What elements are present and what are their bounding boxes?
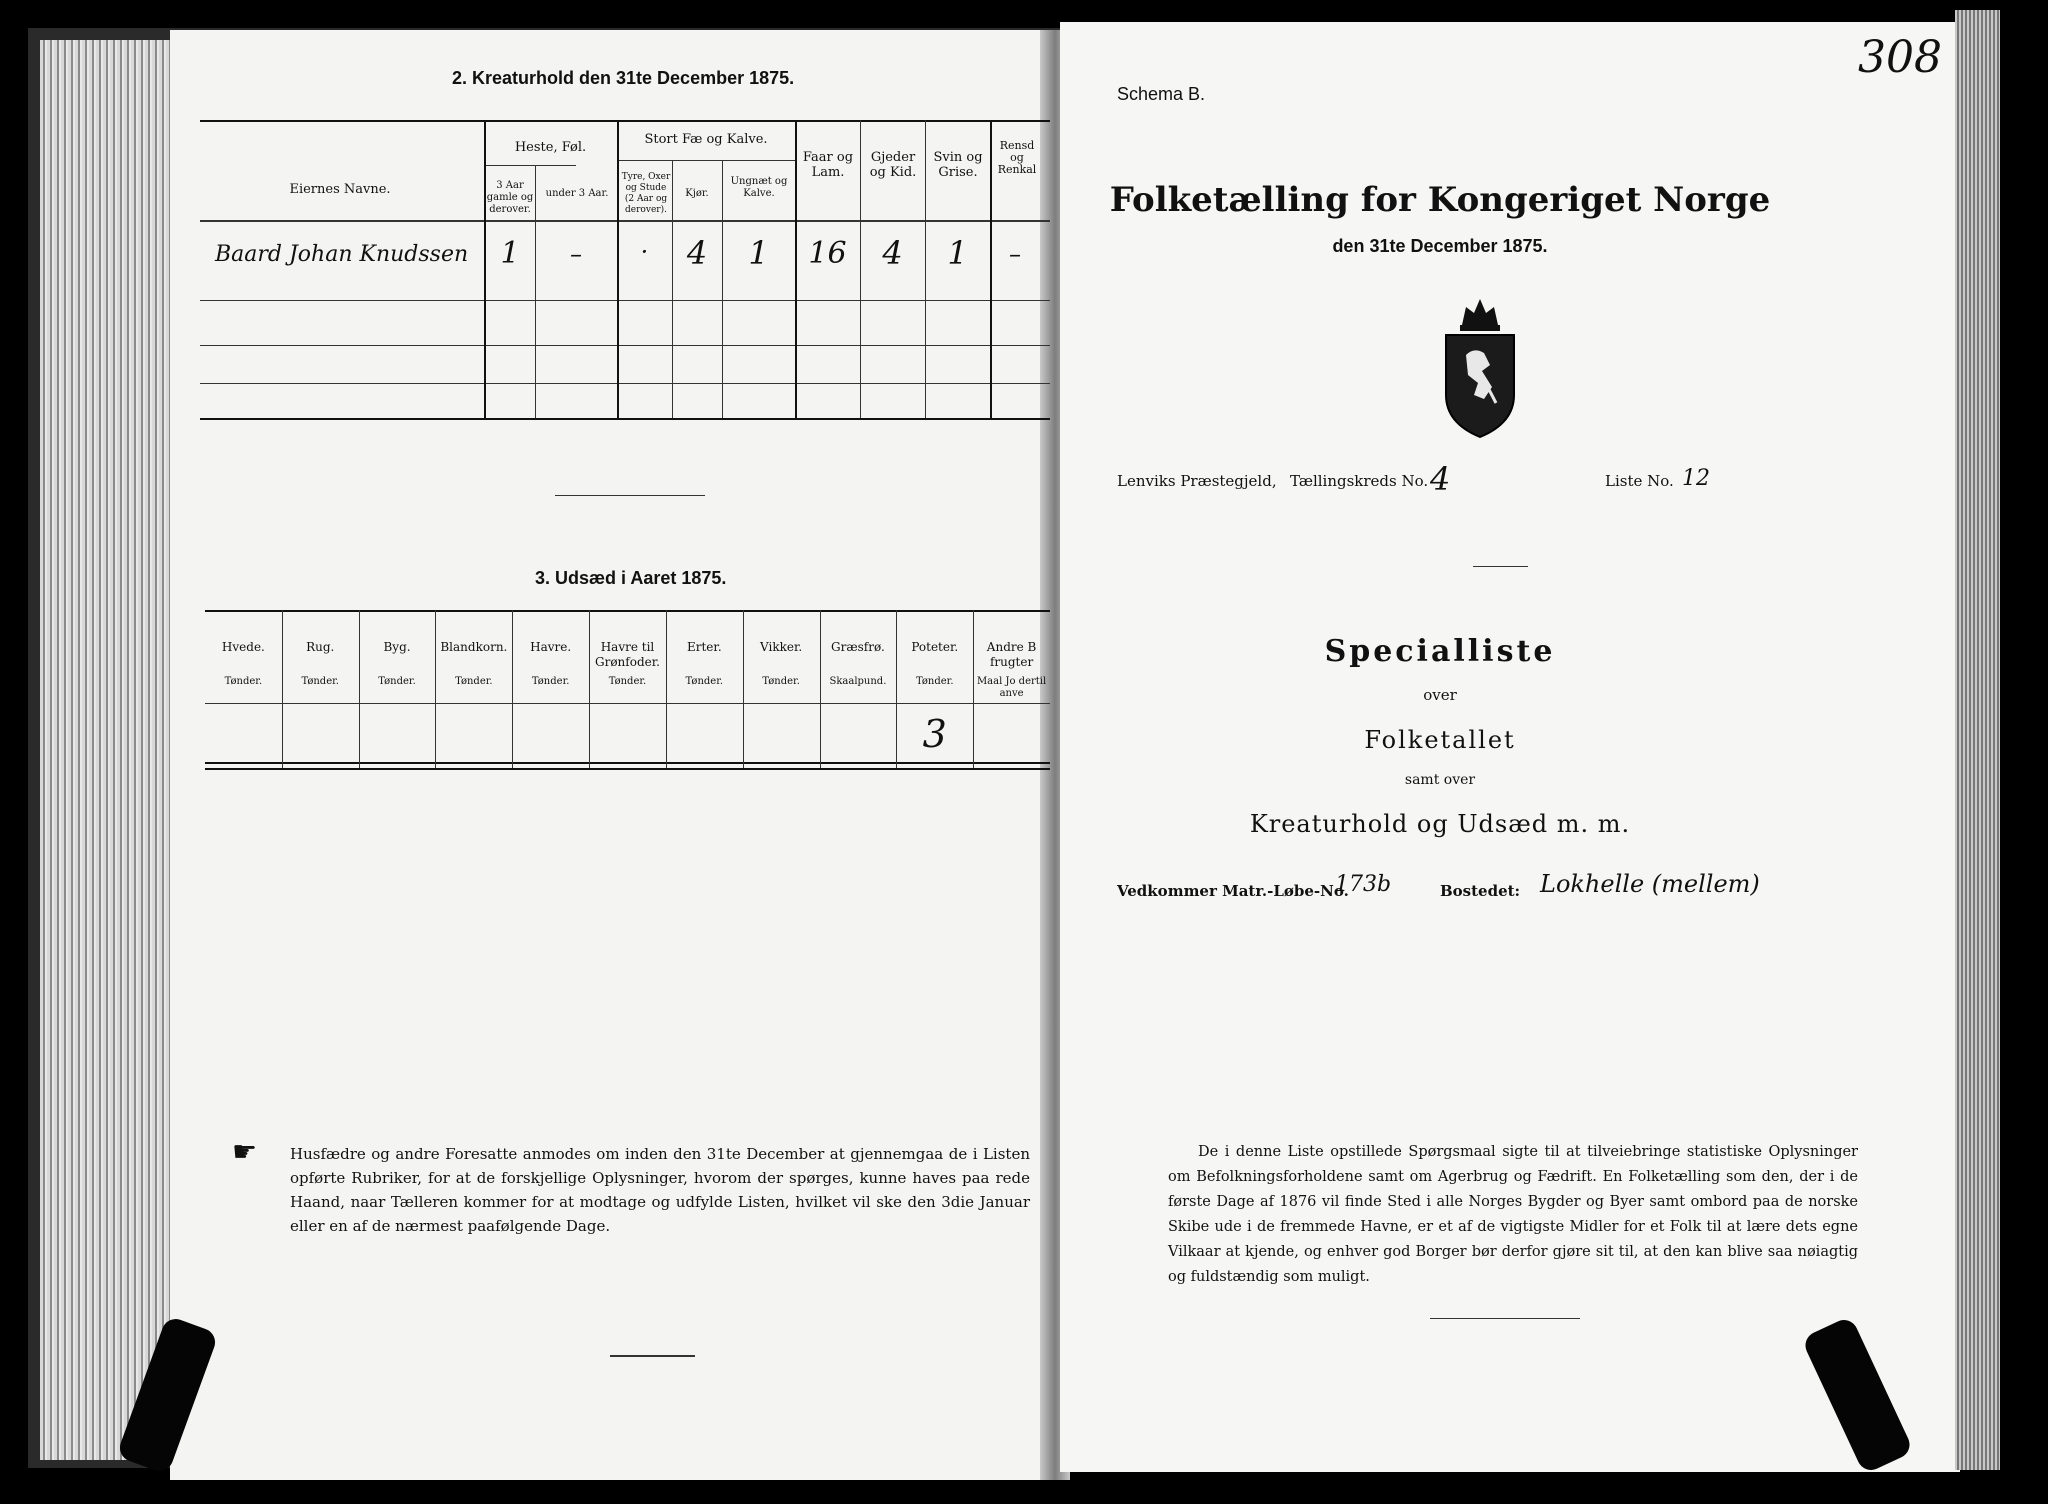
table3-col-divider — [512, 610, 513, 768]
header-stort-cows: Kjør. — [685, 188, 709, 199]
header-stort-young: Ungnæt og Kalve. — [730, 176, 788, 199]
table2-col-divider — [535, 165, 536, 418]
table3-col-header: Rug. — [306, 640, 335, 654]
list-label: Liste No. — [1605, 472, 1674, 490]
header-stort-group: Stort Fæ og Kalve. — [644, 132, 768, 147]
goats-cell: 4 — [882, 234, 903, 272]
table3-col-header: Byg. — [383, 640, 411, 654]
table3-col-header: Erter. — [686, 640, 722, 654]
table3-col-divider — [282, 610, 283, 768]
separator-rule — [555, 495, 705, 496]
table2-row-line — [200, 345, 1050, 346]
table3-col-divider — [820, 610, 821, 768]
footer-rule — [1430, 1318, 1580, 1319]
table2-row-line — [200, 300, 1050, 301]
table3-col-header: Andre B frugter — [986, 640, 1037, 669]
bosted-label: Bostedet: — [1440, 882, 1521, 900]
district-value: 4 — [1430, 460, 1451, 498]
folketallet-heading: Folketallet — [1364, 726, 1516, 754]
header-stort-bull: Tyre, Oxer og Stude (2 Aar og derover). — [621, 172, 671, 215]
page-stack-right — [1955, 10, 2000, 1470]
table3-header-border — [205, 703, 1050, 704]
header-heste-young: under 3 Aar. — [545, 188, 609, 199]
matr-label: Vedkommer Matr.-Løbe-No. — [1117, 882, 1349, 900]
table3-col-divider — [359, 610, 360, 768]
section3-title: 3. Udsæd i Aaret 1875. — [535, 568, 727, 588]
table3-col-unit: Tønder. — [224, 676, 263, 687]
table2-col-divider — [722, 160, 723, 418]
table3-col-unit: Skaalpund. — [829, 676, 887, 687]
table2-header-border — [200, 220, 1050, 222]
stort-young-cell: 1 — [748, 234, 769, 272]
table3-col-header: Havre til Grønfoder. — [595, 640, 660, 669]
table3-col-header: Poteter. — [911, 640, 959, 654]
list-value: 12 — [1682, 466, 1710, 491]
table2-row-line — [200, 383, 1050, 384]
main-title: Folketælling for Kongeriget Norge — [1109, 180, 1771, 220]
table2-subheader-line — [484, 165, 576, 166]
left-notice: Husfædre og andre Foresatte anmodes om inden den 31te December at gjennemgaa de i Listen opførte Rubriker, for at de forskjellige Oplysninger, hvorom der spørges, kunne haves paa rede Haand, naar Tælleren kommer for at modtage og udfylde Listen, hvilket vil ske den 3die Januar eller en af de nærmest paafølgende Dage. — [290, 1145, 1030, 1235]
header-goats: Gjeder og Kid. — [869, 150, 917, 180]
table3-col-unit: Tønder. — [301, 676, 339, 687]
table3-col-divider — [666, 610, 667, 768]
table3-col-unit: Tønder. — [608, 676, 647, 687]
header-sheep: Faar og Lam. — [802, 150, 854, 180]
table2-col-divider — [617, 120, 619, 420]
table2-subheader-line — [617, 160, 795, 161]
samt-over-label: samt over — [1404, 772, 1476, 788]
table3-col-unit: Tønder. — [915, 676, 954, 687]
schema-label: Schema B. — [1117, 84, 1206, 104]
heste-old-cell: 1 — [500, 236, 520, 271]
matr-value: 173b — [1335, 872, 1392, 897]
sheep-cell: 16 — [808, 236, 847, 271]
bosted-value: Lokhelle (mellem) — [1540, 870, 1760, 898]
table3-col-header: Græsfrø. — [831, 640, 885, 654]
parish-label: Lenviks Præstegjeld, — [1117, 472, 1277, 490]
table3-cell: 3 — [922, 712, 947, 756]
table2-top-border — [200, 120, 1050, 122]
table3-col-unit: Tønder. — [455, 676, 493, 687]
table3-col-unit: Tønder. — [762, 676, 800, 687]
table3-top-border — [205, 610, 1050, 612]
table3-col-header: Hvede. — [221, 640, 265, 654]
page-number: 308 — [1858, 32, 1942, 83]
stort-bull-cell: · — [640, 238, 649, 266]
over-label: over — [1423, 686, 1457, 704]
district-label: Tællingskreds No. — [1290, 472, 1429, 490]
header-reindeer: Rensd og Renkal — [997, 139, 1037, 176]
right-notice: De i denne Liste opstillede Spørgsmaal sigte til at tilveiebringe statistiske Oplysninger om Befolkningsforholdene samt om Agerbrug og Fædrift. En Folketælling som den, der i de første Dage af 1876 vil finde Sted i alle Norges Bygder og Byer samt ombord paa de norske Skibe ude i de fremmede Havne, er et af de vigtigste Midler for et Folk til at lære dets egne Vilkaar at kjende, og enhver god Borger bør derfor gjøre sit til, at den kan blive saa nøiagtig og fuldstændig som muligt. — [1168, 1144, 1858, 1285]
pigs-cell: 1 — [947, 234, 968, 272]
header-pigs: Svin og Grise. — [933, 150, 983, 180]
table3-col-header: Havre. — [530, 640, 572, 654]
kreaturhold-heading: Kreaturhold og Udsæd m. m. — [1249, 810, 1631, 838]
table3-col-header: Vikker. — [760, 640, 803, 654]
table3-col-unit: Maal Jo dertil anve — [976, 676, 1047, 699]
page-stack-left — [40, 40, 180, 1460]
table3-bottom-border — [205, 768, 1050, 770]
table3-col-divider — [435, 610, 436, 768]
table3-col-unit: Tønder. — [685, 676, 724, 687]
census-date: den 31te December 1875. — [1332, 236, 1548, 256]
specialliste-heading: Specialliste — [1324, 634, 1556, 669]
table3-col-unit: Tønder. — [378, 676, 416, 687]
owner-name-cell: Baard Johan Knudssen — [215, 242, 469, 267]
pointing-hand-icon: ☛ — [232, 1135, 258, 1168]
stort-cows-cell: 4 — [686, 234, 708, 272]
table3-col-unit: Tønder. — [531, 676, 570, 687]
separator-rule — [1473, 566, 1528, 567]
table2-bottom-border — [200, 418, 1050, 420]
table3-row-border — [205, 762, 1050, 764]
norway-coat-of-arms-icon — [1440, 295, 1520, 440]
header-heste-group: Heste, Føl. — [514, 140, 587, 155]
heste-young-cell: – — [570, 240, 582, 268]
section2-title: 2. Kreaturhold den 31te December 1875. — [452, 68, 795, 88]
table3-col-divider — [589, 610, 590, 768]
header-owner: Eiernes Navne. — [289, 182, 391, 197]
header-heste-old: 3 Aar gamle og derover. — [486, 180, 534, 215]
reindeer-cell: – — [1009, 240, 1021, 268]
footer-dash — [610, 1355, 695, 1357]
table3-col-divider — [743, 610, 744, 768]
table3-col-header: Blandkorn. — [440, 640, 508, 654]
